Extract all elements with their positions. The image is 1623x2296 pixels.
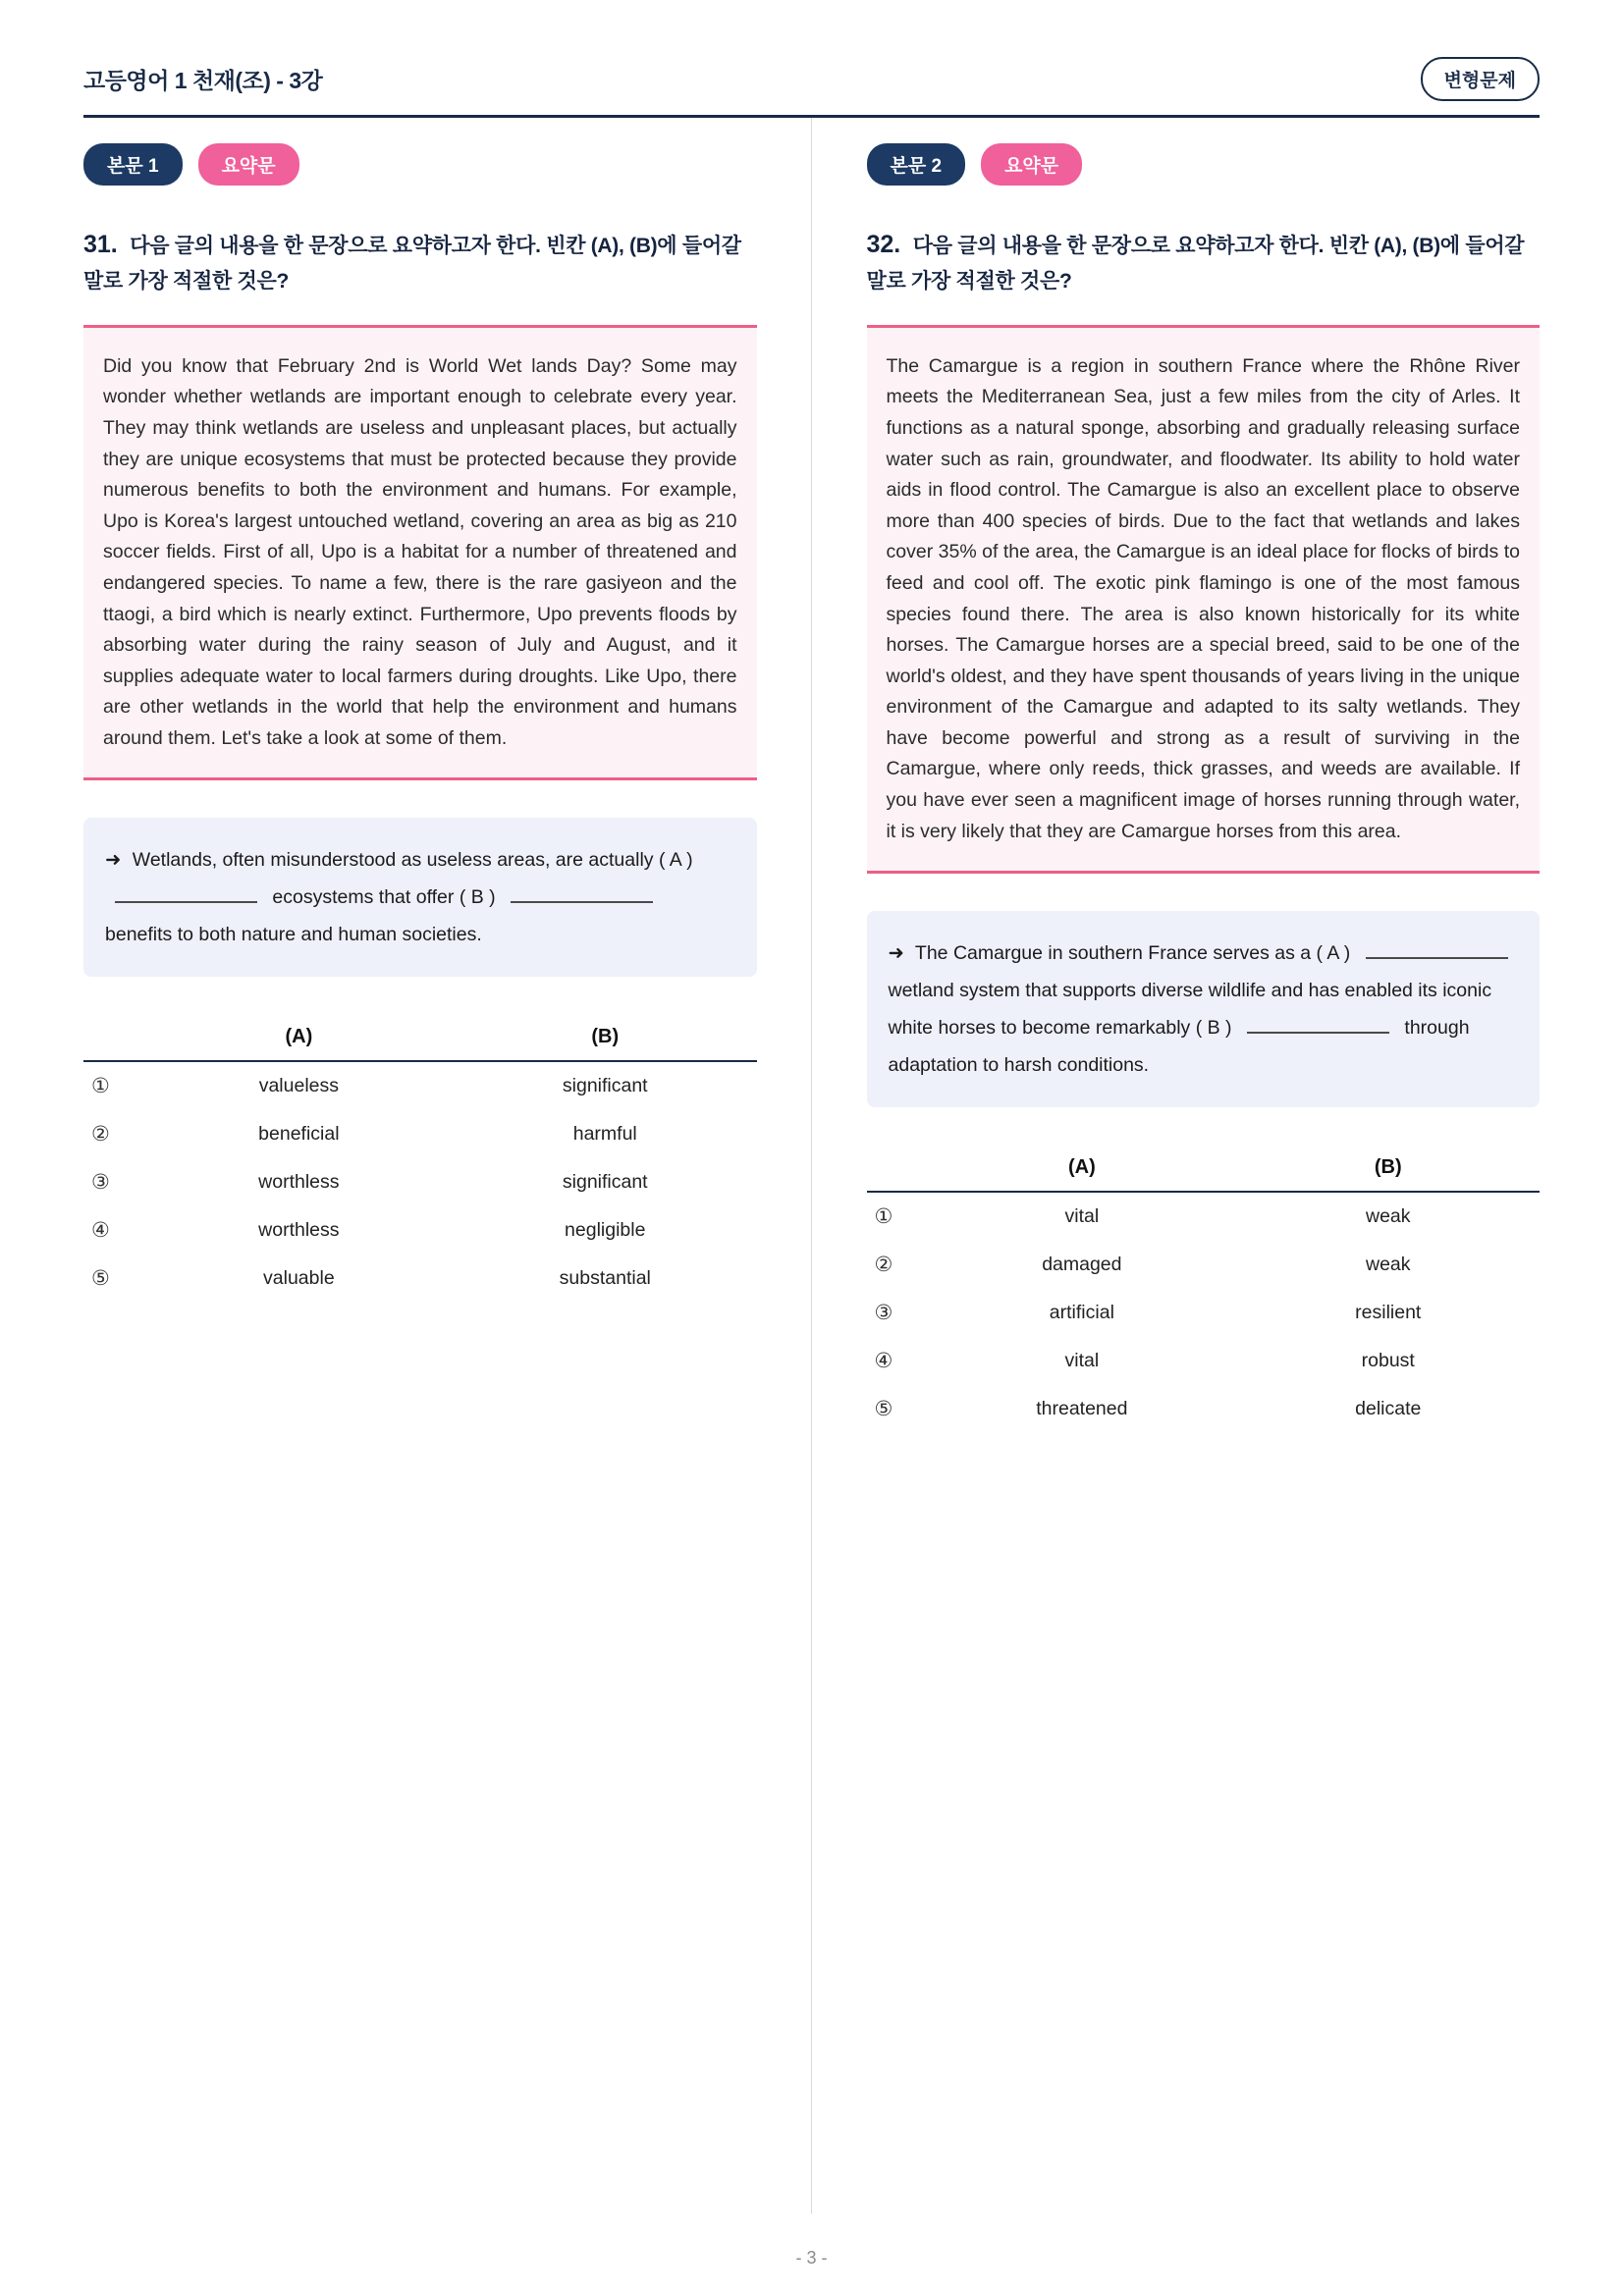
blank-a [1366, 944, 1508, 959]
choice-number: ② [874, 1254, 893, 1277]
choice-a: artificial [1049, 1302, 1114, 1324]
summary-part3: through adaptation to harsh conditions. [888, 1017, 1470, 1077]
choice-number: ④ [91, 1219, 110, 1243]
summary-box [83, 818, 757, 977]
question-number: 31. [83, 231, 118, 258]
badges-row [867, 143, 1541, 186]
choice-b: significant [562, 1075, 648, 1097]
choice-row-5 [83, 1255, 757, 1303]
badges-row [83, 143, 757, 186]
choice-number: ⑤ [91, 1267, 110, 1291]
choice-a: damaged [1042, 1254, 1122, 1276]
summary-part1: Wetlands, often misunderstood as useless areas, are actually ( A ) [132, 849, 693, 872]
choice-b: negligible [565, 1219, 646, 1242]
col-header-a: (A) [927, 1148, 1236, 1192]
summary-part2: ecosystems that offer ( B ) [272, 886, 496, 909]
passage-text: The Camargue is a region in southern France where the Rhône River meets the Mediterranean Sea, just a few miles from the city of Arles. It functions as a natural sponge, absorbing and gradually releasing surface water such as rain, groundwater, and floodwater. Its ability to hold water aids in flood control. The Camargue is also an excellent place to observe more than 400 species of birds. Due to the fact that wetlands and lakes cover 35% of the area, the Camargue is an ideal place for flocks of birds to feed and cool off. The exotic pink flamingo is one of the most famous species found there. The area is also known historically for its white horses. The Camargue horses are a special breed, said to be one of the world's oldest, and they have spent thousands of years living in the unique environment of the Camargue and adapted to its salty wetlands. They have become powerful and strong as a result of surviving in the Camargue, where only reeds, thick grasses, and weeds are available. If you have ever seen a magnificent image of horses running through water, it is very likely that they are Camargue horses from this area. [867, 325, 1541, 874]
blank-b [511, 888, 653, 903]
choice-b: weak [1365, 1254, 1411, 1276]
question-31-section [83, 143, 812, 1433]
choice-b: substantial [559, 1267, 651, 1290]
col-header-b: (B) [454, 1018, 756, 1061]
choice-row-1 [867, 1192, 1541, 1241]
choice-a: worthless [258, 1219, 340, 1242]
choice-row-4 [83, 1206, 757, 1255]
choice-b: weak [1365, 1205, 1411, 1228]
choices-header-row [83, 1018, 757, 1061]
choice-b: robust [1361, 1350, 1415, 1372]
blank-b [1247, 1019, 1389, 1034]
choice-row-3 [867, 1289, 1541, 1337]
question-number: 32. [866, 231, 901, 258]
question-header [867, 225, 1541, 299]
choice-b: harmful [572, 1123, 637, 1146]
choice-number: ③ [874, 1302, 893, 1325]
question-header [83, 225, 757, 299]
blank-a [115, 888, 257, 903]
choice-a: vital [1064, 1350, 1100, 1372]
question-prompt: 다음 글의 내용을 한 문장으로 요약하고자 한다. 빈칸 (A), (B)에 들어갈 말로 가장 적절한 것은? [866, 235, 1525, 294]
choice-a: beneficial [258, 1123, 340, 1146]
choices-table [83, 1018, 757, 1303]
passage-2-badge: 본문 2 [867, 143, 966, 186]
choice-row-2 [83, 1110, 757, 1158]
page-title: 고등영어 1 천재(조) - 3강 [83, 68, 323, 93]
choice-a: worthless [258, 1171, 340, 1194]
column-divider [811, 118, 812, 2214]
page-number: - 3 - [795, 2248, 828, 2268]
choice-a: threatened [1036, 1398, 1128, 1420]
question-prompt: 다음 글의 내용을 한 문장으로 요약하고자 한다. 빈칸 (A), (B)에 들어갈 말로 가장 적절한 것은? [83, 235, 741, 294]
col-header-empty [83, 1018, 144, 1061]
summary-badge: 요약문 [198, 143, 299, 186]
variant-problem-badge: 변형문제 [1421, 57, 1540, 101]
summary-badge: 요약문 [981, 143, 1082, 186]
choice-b: delicate [1355, 1398, 1422, 1420]
col-header-a: (A) [144, 1018, 454, 1061]
header [83, 57, 1540, 118]
col-header-empty [867, 1148, 928, 1192]
arrow-icon: ➜ [888, 942, 904, 965]
choice-row-5 [867, 1385, 1541, 1433]
choice-number: ⑤ [874, 1398, 893, 1421]
passage-1-badge: 본문 1 [83, 143, 183, 186]
question-32-section [812, 143, 1541, 1433]
summary-part2: wetland system that supports diverse wildlife and has enabled its iconic white horses to become remarkably ( B ) [888, 980, 1492, 1040]
arrow-icon: ➜ [105, 849, 122, 872]
choice-a: valueless [258, 1075, 339, 1097]
choice-row-4 [867, 1337, 1541, 1385]
choice-b: resilient [1355, 1302, 1422, 1324]
choice-number: ① [91, 1075, 110, 1098]
choices-header-row [867, 1148, 1541, 1192]
choice-a: vital [1064, 1205, 1100, 1228]
choice-number: ① [874, 1205, 893, 1229]
summary-box [867, 911, 1541, 1107]
summary-part3: benefits to both nature and human societies. [105, 924, 482, 946]
choice-b: significant [562, 1171, 648, 1194]
choices-table [867, 1148, 1541, 1433]
col-header-b: (B) [1237, 1148, 1540, 1192]
passage-text: Did you know that February 2nd is World Wet lands Day? Some may wonder whether wetlands are important enough to celebrate every year. They may think wetlands are useless and unpleasant places, but actually they are unique ecosystems that must be protected because they provide numerous benefits to both the environment and humans. For example, Upo is Korea's largest untouched wetland, covering an area as big as 210 soccer fields. First of all, Upo is a habitat for a number of threatened and endangered species. To name a few, there is the rare gasiyeon and the ttaogi, a bird which is nearly extinct. Furthermore, Upo prevents floods by absorbing water during the rainy season of July and August, and it supplies adequate water to local farmers during droughts. Like Upo, there are other wetlands in the world that help the environment and humans around them. Let's take a look at some of them. [83, 325, 757, 781]
summary-part1: The Camargue in southern France serves as a ( A ) [914, 942, 1351, 965]
choice-a: valuable [263, 1267, 335, 1290]
choice-row-2 [867, 1241, 1541, 1289]
choice-number: ④ [874, 1350, 893, 1373]
choice-number: ③ [91, 1171, 110, 1195]
choice-row-3 [83, 1158, 757, 1206]
choice-number: ② [91, 1123, 110, 1147]
choice-row-1 [83, 1061, 757, 1110]
